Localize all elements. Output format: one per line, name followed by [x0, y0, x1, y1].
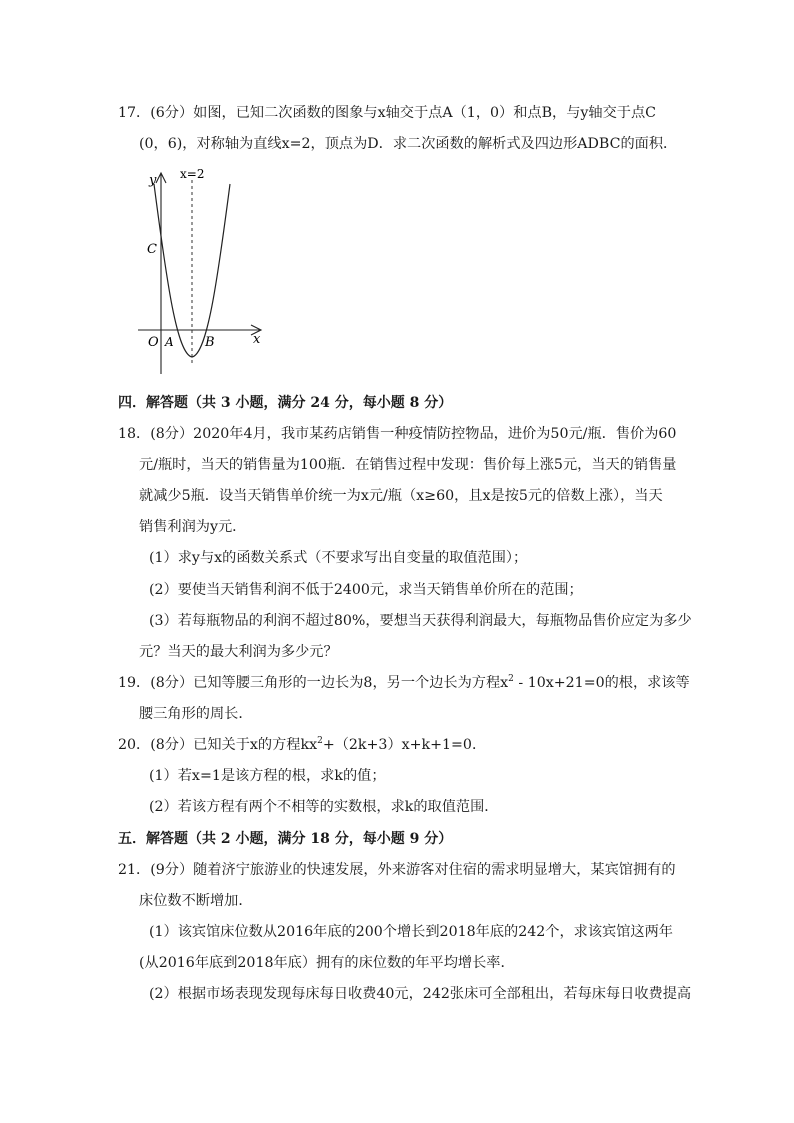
q20-line-1-a: 20．(8分）已知关于x的方程kx [118, 737, 318, 753]
point-c-label: C [147, 242, 157, 257]
y-axis-label: y [149, 173, 157, 188]
q19-line-1-a: 19．(8分）已知等腰三角形的一边长为8，另一个边长为方程x [118, 675, 509, 691]
q21-sub-2: (2）根据市场表现发现每床每日收费40元，242张床可全部租出，若每床每日收费提高 [149, 986, 692, 1002]
q20-sub-2: (2）若该方程有两个不相等的实数根，求k的取值范围． [149, 799, 499, 815]
x-axis-label: x [253, 332, 261, 347]
point-b-label: B [205, 335, 215, 350]
q18-line-4: 销售利润为y元． [139, 519, 247, 535]
point-a-label: A [165, 335, 174, 349]
symmetry-label: x=2 [180, 167, 205, 181]
q18-sub-1: (1）求y与x的函数关系式（不要求写出自变量的取值范围）； [149, 550, 528, 566]
q20-line-1-b: +（2k+3）x+k+1=0． [322, 737, 487, 753]
q20-line-1 [118, 735, 486, 755]
q19-line-1-b: - 10x+21=0的根，求该等 [513, 675, 690, 691]
q20-exponent: 2 [317, 736, 323, 746]
q18-line-2: 元/瓶时，当天的销售量为100瓶．在销售过程中发现：售价每上涨5元，当天的销售量 [139, 457, 677, 473]
q17-line-1: 17．(6分）如图，已知二次函数的图象与x轴交于点A（1，0）和点B，与y轴交于点C [118, 105, 657, 121]
q18-sub-3b: 元？当天的最大利润为多少元？ [139, 644, 338, 660]
q19-exponent: 2 [508, 674, 514, 684]
q21-line-1: 21．(9分）随着济宁旅游业的快速发展，外来游客对住宿的需求明显增大，某宾馆拥有的 [118, 862, 676, 878]
section-4-title: 四．解答题（共 3 小题，满分 24 分，每小题 8 分） [118, 395, 453, 411]
q17-parabola-figure [132, 164, 272, 380]
q20-sub-1: (1）若x=1是该方程的根，求k的值； [149, 768, 386, 784]
q18-line-1: 18．(8分）2020年4月，我市某药店销售一种疫情防控物品，进价为50元/瓶．售价为60 [118, 426, 677, 442]
q19-line-2: 腰三角形的周长． [139, 706, 253, 722]
q18-sub-2: (2）要使当天销售利润不低于2400元，求当天销售单价所在的范围； [149, 582, 583, 598]
q21-line-2: 床位数不断增加． [139, 893, 253, 909]
q21-sub-1b: (从2016年底到2018年底）拥有的床位数的年平均增长率． [139, 955, 515, 971]
q17-line-2: (0，6)，对称轴为直线x=2，顶点为D．求二次函数的解析式及四边形ADBC的面积． [139, 136, 678, 152]
q21-sub-1a: (1）该宾馆床位数从2016年底的200个增长到2018年底的242个，求该宾馆这两年 [149, 924, 673, 940]
q19-line-1 [118, 673, 690, 693]
section-5-title: 五．解答题（共 2 小题，满分 18 分，每小题 9 分） [118, 831, 453, 847]
origin-label: O [148, 335, 159, 350]
q18-sub-3a: (3）若每瓶物品的利润不超过80%，要想当天获得利润最大，每瓶物品售价应定为多少 [149, 613, 692, 629]
q18-line-3: 就减少5瓶．设当天销售单价统一为x元/瓶（x≥60，且x是按5元的倍数上涨），当天 [139, 488, 663, 504]
